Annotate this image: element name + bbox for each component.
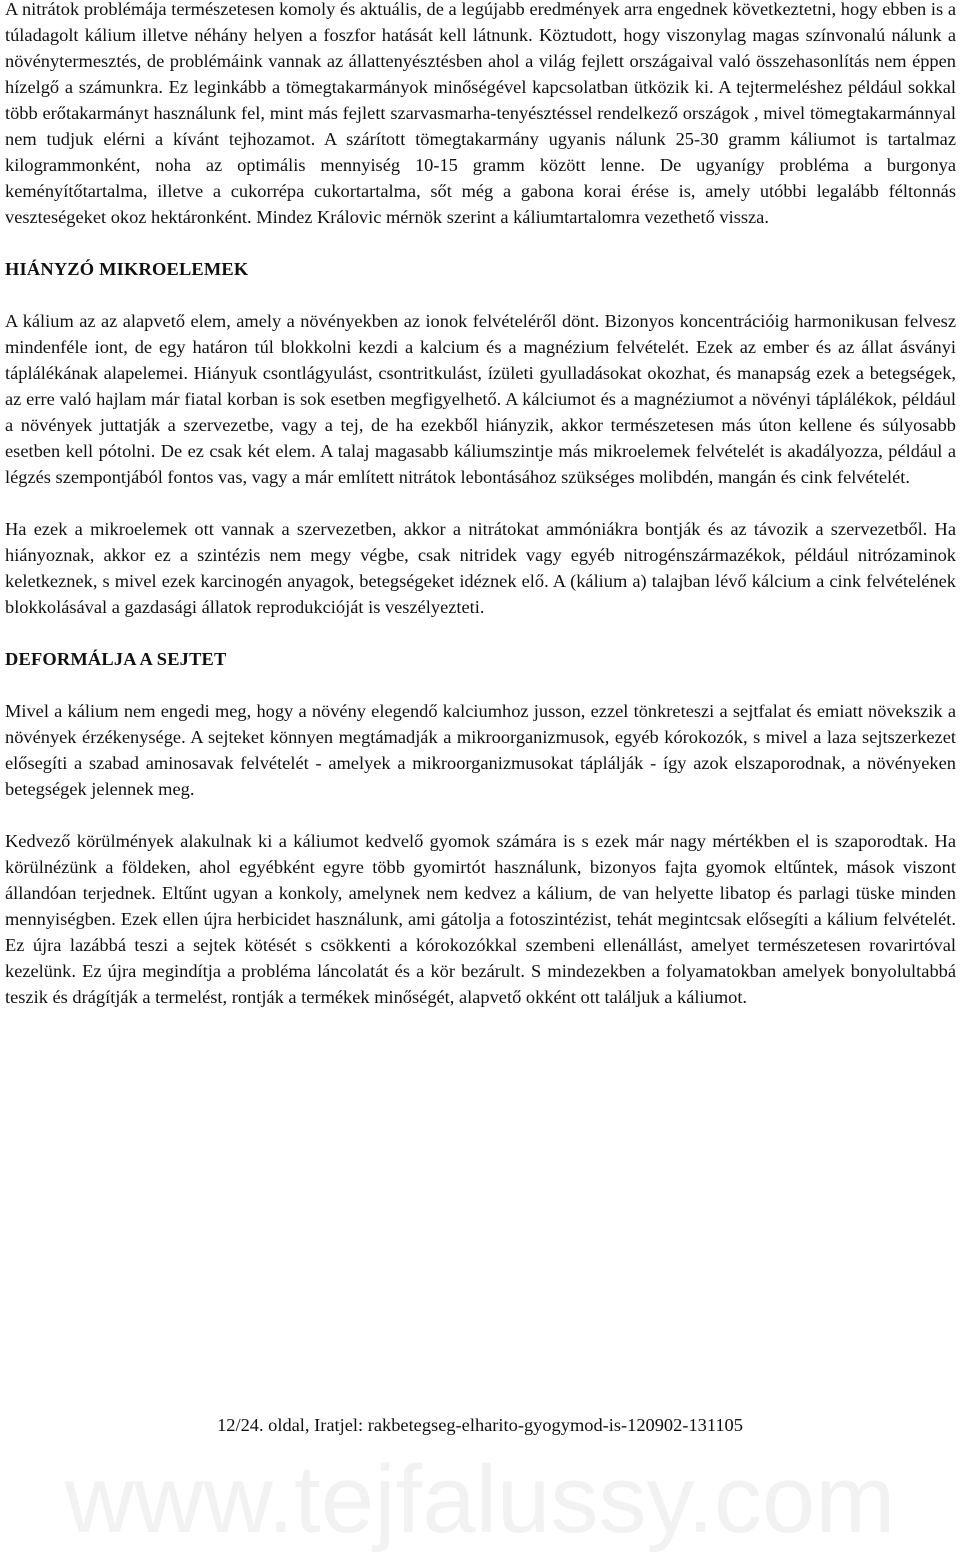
paragraph-potassium-ions: A kálium az az alapvető elem, amely a növényekben az ionok felvételéről dönt. Bizonyos koncentrációig harmonikusan felvesz mindenféle iont, de egy határon túl blokkolni kezdi a kalcium és a magnézium felvételét. Ezek az ember és az állat ásványi táplálékának alapelemei. Hiányuk csontlágyulást, csontritkulást, ízületi gyulladásokat okozhat, és manapság ezek a betegségek, az erre való hajlam már fiatal korban is sok esetben megfigyelhető. A kálciumot és a magnéziumot a növényi táplálékok, például a növények juttatják a szervezetbe, vagy a tej, de ha ezekből hiányzik, akkor természetesen más úton kellene és súlyosabb esetben kell pótolni. De ez csak két elem. A talaj magasabb káliumszintje más mikroelemek felvételét is akadályozza, például a légzés szempontjából fontos vas, vagy a már említett nitrátok lebontásához szükséges molibdén, mangán és cink felvételét. [5,311,956,487]
heading-missing-microelements: HIÁNYZÓ MIKROELEMEK [5,259,249,279]
heading-deforms-cell: DEFORMÁLJA A SEJTET [5,649,227,669]
paragraph-microelements: Ha ezek a mikroelemek ott vannak a szervezetben, akkor a nitrátokat ammóniákra bontják és az távozik a szervezetből. Ha hiányoznak, akkor ez a szintézis nem megy végbe, csak nitridek vagy egyéb nitrogénszármazékok, például nitrózaminok keletkeznek, s mivel ezek karcinogén anyagok, betegségeket idéznek elő. A (kálium a) talajban lévő kálcium a cink felvételének blokkolásával a gazdasági állatok reprodukcióját is veszélyezteti. [5,519,956,617]
paragraph-weeds: Kedvező körülmények alakulnak ki a káliumot kedvelő gyomok számára is s ezek már nagy mértékben el is szaporodtak. Ha körülnézünk a földeken, ahol egyébként egyre több gyomirtót használunk, bizonyos fajta gyomok eltűntek, mások viszont állandóan terjednek. Eltűnt ugyan a konkoly, amelynek nem kedvez a kálium, de van helyette libatop és parlagi tüske minden mennyiségben. Ezek ellen újra herbicidet használunk, ami gátolja a fotoszintézist, tehát megintcsak elősegíti a kálium felvételét. Ez újra lazábbá teszi a sejtek kötését s csökkenti a kórokozókkal szembeni ellenállást, amelyet természetesen rovarirtóval kezelünk. Ez újra megindítja a probléma láncolatát és a kör bezárult. S mindezekben a folyamatokban amelyek bonyolultabbá teszik és drágítják a termelést, rontják a termékek minőségét, alapvető okként ott találjuk a káliumot. [5,831,956,1007]
paragraph-nitrates: A nitrátok problémája természetesen komoly és aktuális, de a legújabb eredmények arra engednek következtetni, hogy ebben is a túladagolt kálium illetve néhány helyen a foszfor hatását kell látnunk. Köztudott, hogy viszonylag magas színvonalú nálunk a növénytermesztés, de problémáink vannak az állattenyésztésben ahol a világ fejlett országaival való összehasonlítás nem éppen hízelgő a számunkra. Ez leginkább a tömegtakarmányok minőségével kapcsolatban ütközik ki. A tejtermeléshez például sokkal több erőtakarmányt használunk fel, mint más fejlett szarvasmarha-tenyésztéssel rendelkező országok , mivel tömegtakarmánnyal nem tudjuk elérni a kívánt tejhozamot. A szárított tömegtakarmány ugyanis nálunk 25-30 gramm káliumot is tartalmaz kilogrammonként, noha az optimális mennyiség 10-15 gramm között lenne. De ugyanígy probléma a burgonya keményítőtartalma, illetve a cukorrépa cukortartalma, sőt még a gabona korai érése is, amely utóbbi legalább féltonnás veszteségeket okoz hektáronként. Mindez Královic mérnök szerint a káliumtartalomra vezethető vissza. [5,0,956,227]
paragraph-cell-wall: Mivel a kálium nem engedi meg, hogy a növény elegendő kalciumhoz jusson, ezzel tönkreteszi a sejtfalat és emiatt növekszik a növények érzékenysége. A sejteket könnyen megtámadják a mikroorganizmusok, egyéb kórokozók, s mivel a laza sejtszerkezet elősegíti a szabad aminosavak felvételét - amelyek a mikroorganizmusokat táplálják - így azok elszaporodnak, a növényeken betegségek jelennek meg. [5,701,956,799]
page-footer: 12/24. oldal, Iratjel: rakbetegseg-elharito-gyogymod-is-120902-131105 [217,1415,743,1435]
document-body [5,0,956,1010]
watermark: www.tejfalussy.com [64,1446,896,1553]
